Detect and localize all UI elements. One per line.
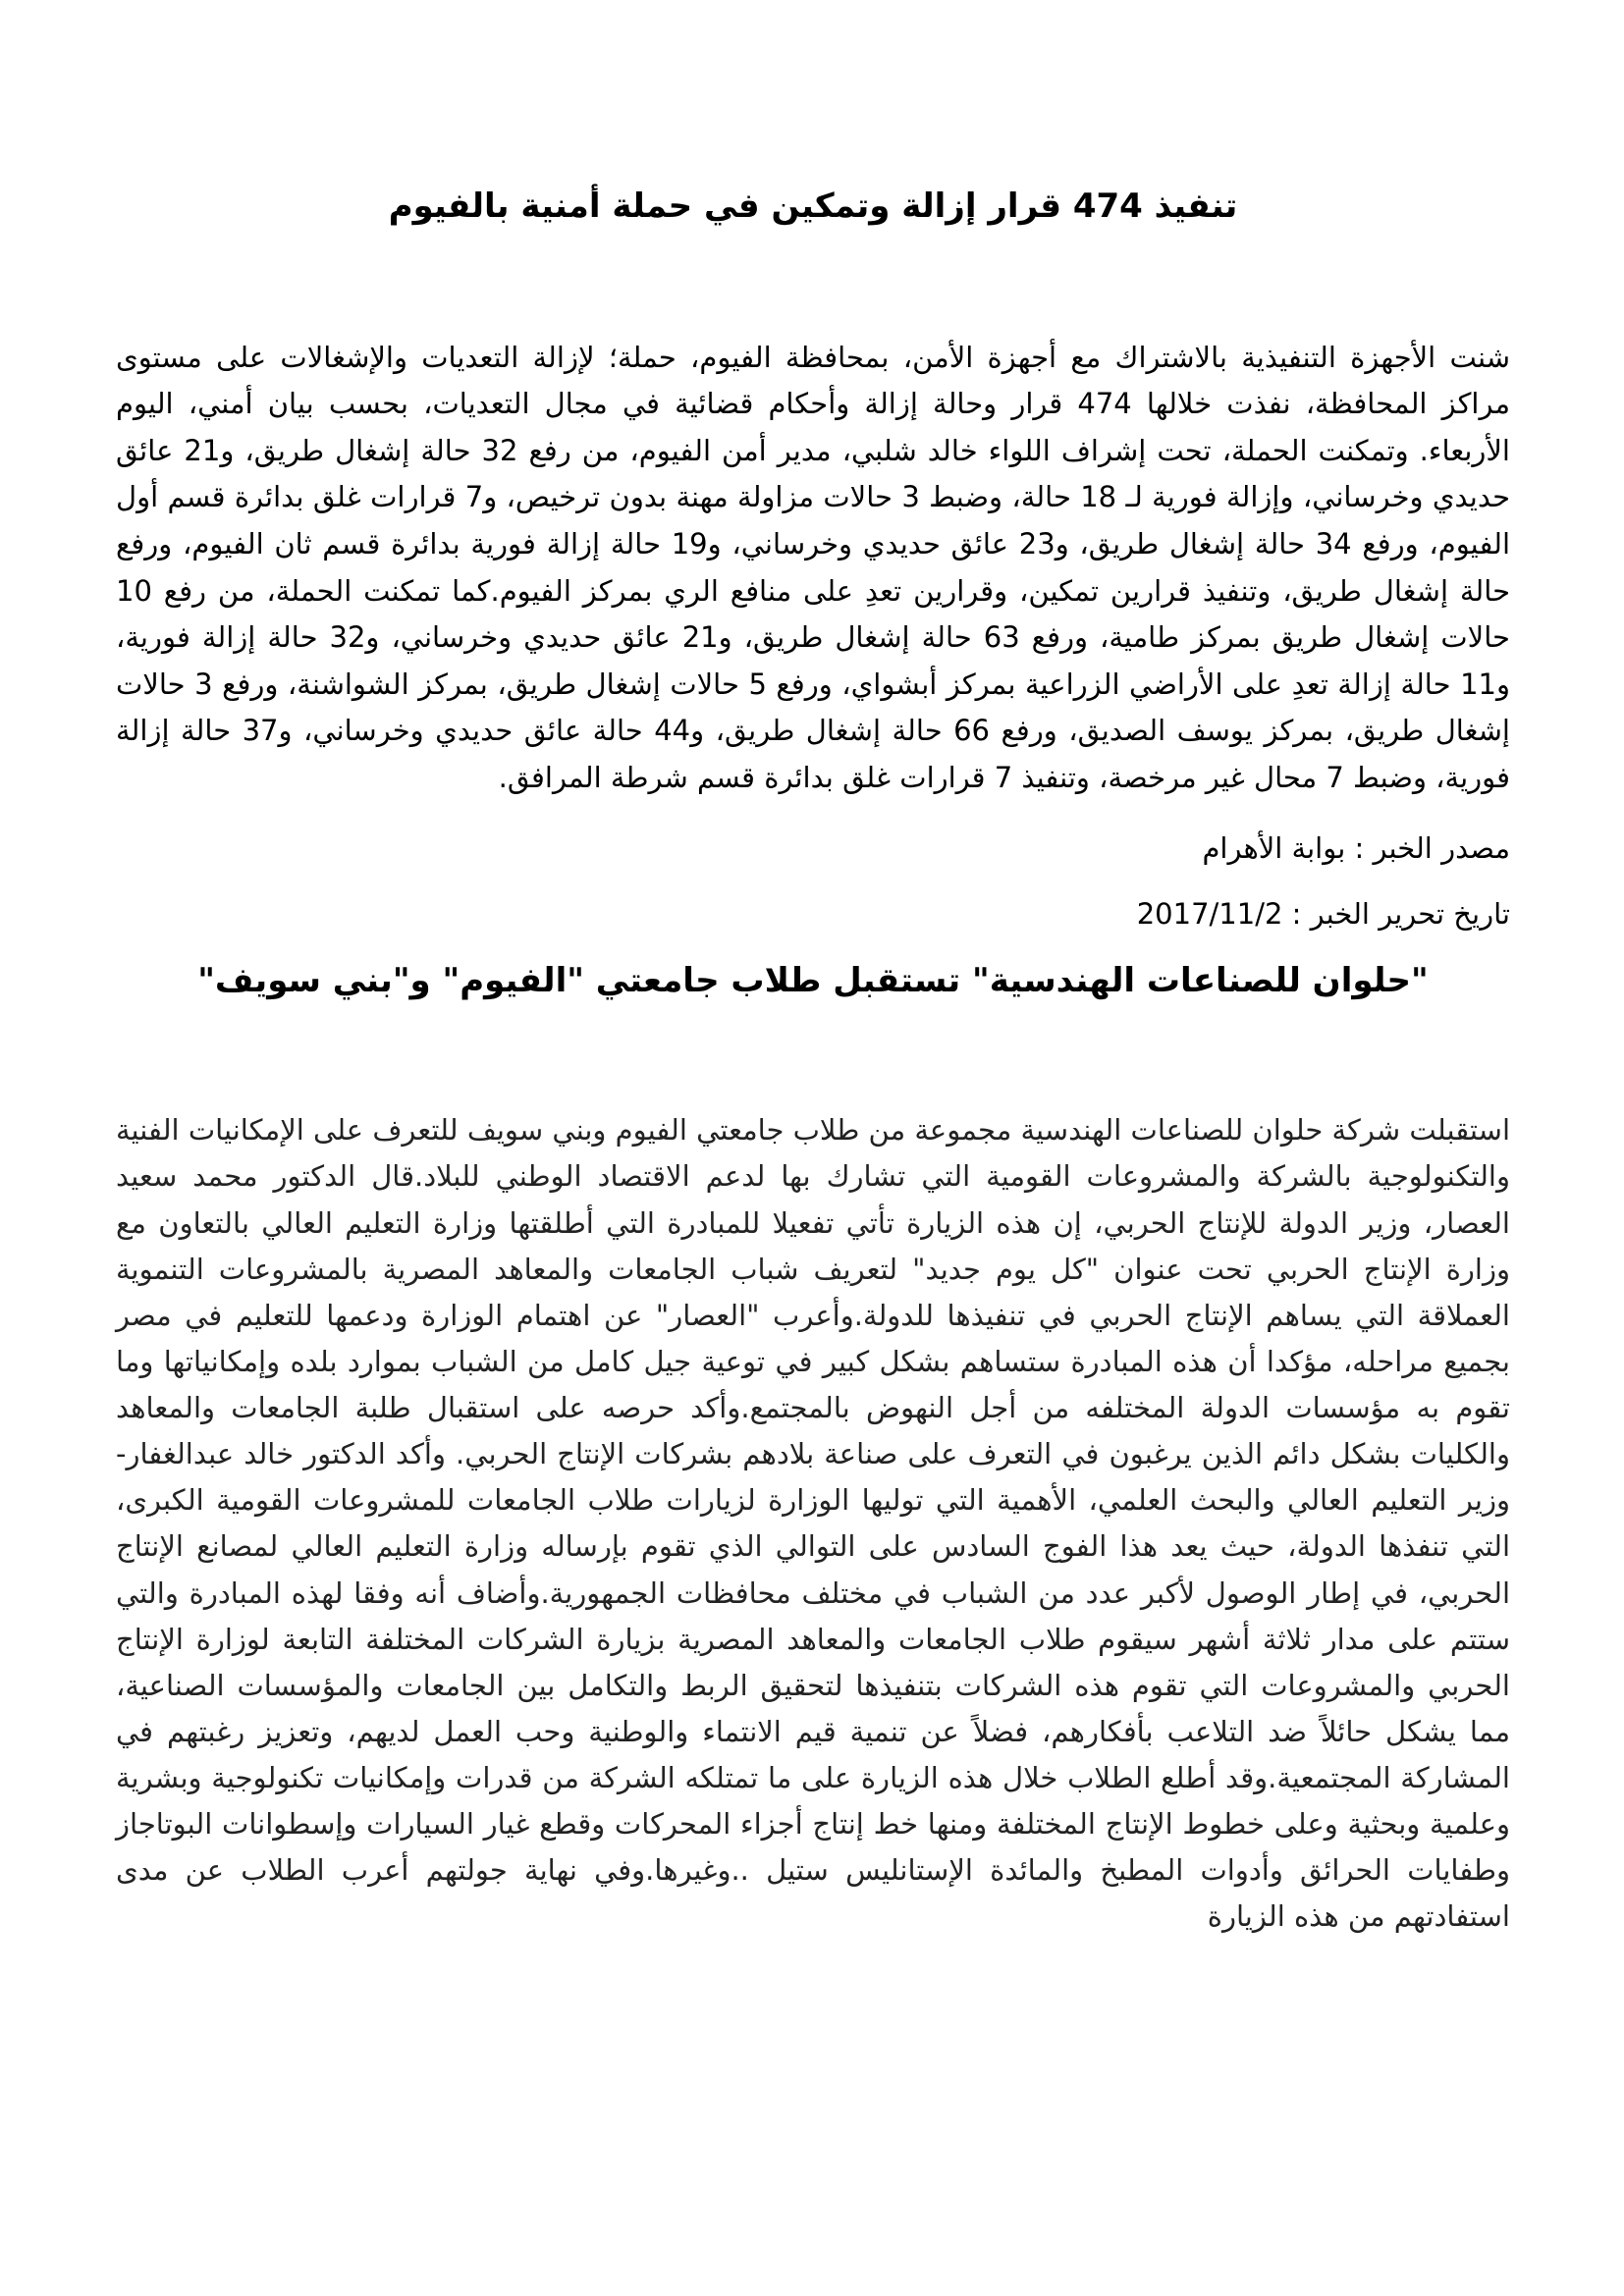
document-content <box>116 187 1510 1941</box>
article-body: شنت الأجهزة التنفيذية بالاشتراك مع أجهزة الأمن، بمحافظة الفيوم، حملة؛ لإزالة التعديات والإشغالات على مستوى مراكز المحافظة، نفذت خلالها 474 قرار وحالة إزالة وأحكام قضائية في مجال التعديات، بحسب بيان أمني، اليوم الأربعاء. وتمكنت الحملة، تحت إشراف اللواء خالد شلبي، مدير أمن الفيوم، من رفع 32 حالة إشغال طريق، و21 عائق حديدي وخرساني، وإزالة فورية لـ 18 حالة، وضبط 3 حالات مزاولة مهنة بدون ترخيص، و7 قرارات غلق بدائرة قسم أول الفيوم، ورفع 34 حالة إشغال طريق، و23 عائق حديدي وخرساني، و19 حالة إزالة فورية بدائرة قسم ثان الفيوم، ورفع حالة إشغال طريق، وتنفيذ قرارين تمكين، وقرارين تعدِ على منافع الري بمركز الفيوم.كما تمكنت الحملة، من رفع 10 حالات إشغال طريق بمركز طامية، ورفع 63 حالة إشغال طريق، و21 عائق حديدي وخرساني، و32 حالة إزالة فورية، و11 حالة إزالة تعدِ على الأراضي الزراعية بمركز أبشواي، ورفع 5 حالات إشغال طريق، بمركز الشواشنة، ورفع 3 حالات إشغال طريق، بمركز يوسف الصديق، ورفع 66 حالة إشغال طريق، و44 حالة عائق حديدي وخرساني، و37 حالة إزالة فورية، وضبط 7 محال غير مرخصة، وتنفيذ 7 قرارات غلق بدائرة قسم شرطة المرافق. <box>116 340 1511 794</box>
second-article-body <box>116 1107 1510 1940</box>
second-article-body-part1: استقبلت شركة حلوان للصناعات الهندسية مجموعة من طلاب جامعتي الفيوم وبني سويف للتعرف على الإمكانيات الفنية والتكنولوجية بالشركة والمشروعات القومية التي تشارك بها لدعم الاقتصاد الوطني للبلاد.قال الدكتور محمد سعيد العصار، وزير الدولة للإنتاج الحربي، إن هذه الزيارة تأتي تفعيلا للمبادرة التي أطلقتها وزارة التعليم العالي بالتعاون مع وزارة الإنتاج الحربي تحت عنوان "كل يوم جديد" لتعريف شباب الجامعات والمعاهد المصرية بالمشروعات التنموية العملاقة التي يساهم الإنتاج الحربي في تنفيذها للدولة.وأعرب "العصار" عن اهتمام الوزارة ودعمها للتعليم في مصر بجميع مراحله، مؤكدا أن هذه المبادرة ستساهم بشكل كبير في توعية جيل كامل من الشباب بموارد بلده وإمكانياتها وما تقوم به مؤسسات الدولة المختلفه من أجل النهوض بالمجتمع. <box>116 1113 1511 1424</box>
article-date: تاريخ تحرير الخبر : 2017/11/2 <box>1136 896 1510 931</box>
article-source: مصدر الخبر : بوابة الأهرام <box>1202 831 1510 866</box>
second-article-body-part2: وأكد حرصه على استقبال طلبة الجامعات والمعاهد والكليات بشكل دائم الذين يرغبون في التعرف على صناعة بلادهم بشركات الإنتاج الحربي. وأكد الدكتور خالد عبدالغفار- وزير التعليم العالي والبحث العلمي، الأهمية التي توليها الوزارة لزيارات طلاب الجامعات للمشروعات القومية الكبرى، التي تنفذها الدولة، حيث يعد هذا الفوج السادس على التوالي الذي تقوم بإرساله وزارة التعليم العالي لمصانع الإنتاج الحربي، في إطار الوصول لأكبر عدد من الشباب في مختلف محافظات الجمهورية.وأضاف أنه وفقا لهذه المبادرة والتي ستتم على مدار ثلاثة أشهر سيقوم طلاب الجامعات والمعاهد المصرية بزيارة الشركات المختلفة التابعة لوزارة الإنتاج الحربي والمشروعات التي تقوم هذه الشركات بتنفيذها لتحقيق الربط والتكامل بين الجامعات والمؤسسات الصناعية، مما يشكل حائلاً ضد التلاعب بأفكارهم، فضلاً عن تنمية قيم الانتماء والوطنية وحب العمل لديهم، وتعزيز رغبتهم في المشاركة المجتمعية.وقد أطلع الطلاب خلال هذه الزيارة على ما تمتلكه الشركة من قدرات وإمكانيات تكنولوجية وبشرية وعلمية وبحثية وعلى خطوط الإنتاج المختلفة ومنها خط إنتاج أجزاء المحركات وقطع غيار السيارات وإسطوانات البوتاجاز وطفايات الحرائق وأدوات المطبخ والمائدة الإستانليس ستيل ..وغيرها.وفي نهاية جولتهم أعرب الطلاب عن مدى استفادتهم من هذه الزيارة <box>116 1391 1510 1934</box>
article-title: تنفيذ 474 قرار إزالة وتمكين في حملة أمنية بالفيوم <box>388 187 1238 226</box>
second-article-title: "حلوان للصناعات الهندسية" تستقبل طلاب جامعتي "الفيوم" و"بني سويف" <box>197 961 1429 1001</box>
